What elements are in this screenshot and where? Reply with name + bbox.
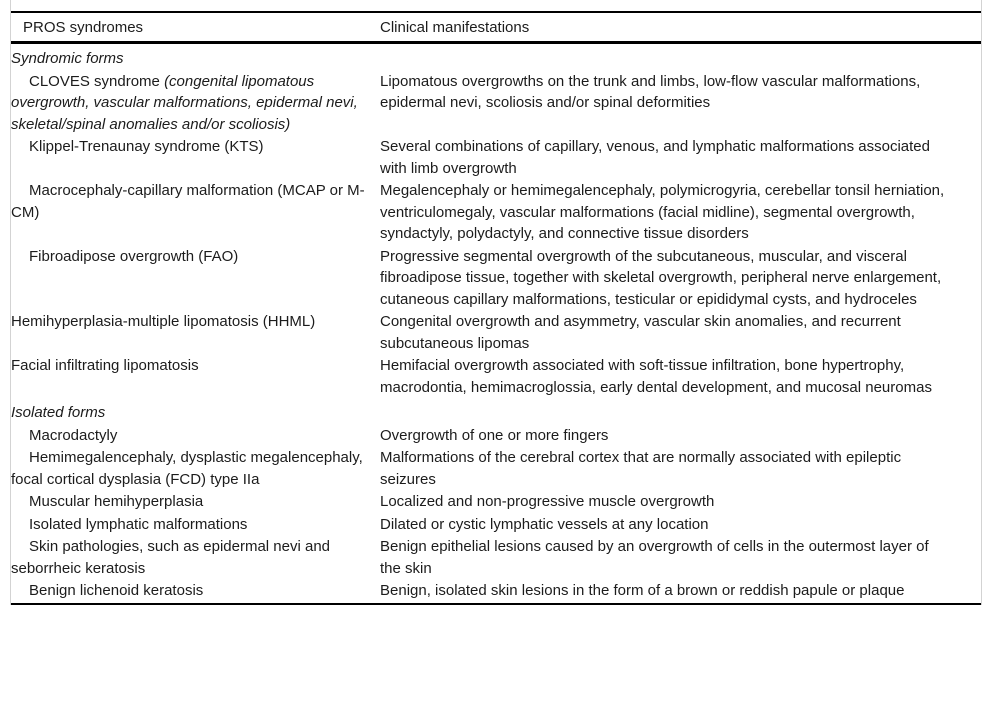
- manifestations-cell: Megalencephaly or hemimegalencephaly, polymicrogyria, cerebellar tonsil herniation, ventriculomegaly, vascular malformations (facial midline), segmental overgrowth, syndactyly, polydactyly, and connective tissue disorders: [380, 182, 945, 242]
- manifestations-cell: Benign epithelial lesions caused by an overgrowth of cells in the outermost layer of the skin: [380, 538, 929, 577]
- table-row: [11, 354, 948, 398]
- table-header-row: [11, 13, 981, 41]
- syndrome-cell: Klippel-Trenaunay syndrome (KTS): [29, 138, 264, 155]
- manifestations-cell: Benign, isolated skin lesions in the form of a brown or reddish papule or plaque: [380, 582, 905, 599]
- manifestations-cell: Localized and non-progressive muscle overgrowth: [380, 493, 715, 510]
- manifestations-cell: Congenital overgrowth and asymmetry, vascular skin anomalies, and recurrent subcutaneous lipomas: [380, 313, 901, 352]
- syndrome-cell: Isolated lymphatic malformations: [29, 515, 248, 533]
- manifestations-cell: Several combinations of capillary, venous, and lymphatic malformations associated with limb overgrowth: [380, 138, 930, 177]
- pros-syndromes-table: [11, 44, 948, 602]
- manifestations-cell: Overgrowth of one or more fingers: [380, 426, 609, 444]
- syndrome-cell: Skin pathologies, such as epidermal nevi and seborrheic keratosis: [11, 538, 331, 577]
- syndrome-cell: Macrocephaly-capillary malformation (MCAP or M-CM): [11, 182, 365, 221]
- manifestations-cell: Dilated or cystic lymphatic vessels at any location: [380, 515, 709, 533]
- syndrome-cell: Fibroadipose overgrowth (FAO): [29, 247, 239, 265]
- table-frame: [10, 0, 982, 605]
- table-row: [11, 179, 948, 245]
- syndrome-cell: Hemihyperplasia-multiple lipomatosis (HHML): [11, 313, 316, 330]
- column-header-clinical-manifestations: Clinical manifestations: [380, 18, 530, 36]
- syndrome-name: CLOVES syndrome: [29, 72, 165, 90]
- table-row: [11, 310, 948, 354]
- syndrome-cell: Facial infiltrating lipomatosis: [11, 357, 199, 374]
- column-header-pros-syndromes: PROS syndromes: [23, 18, 144, 36]
- table-row: [11, 446, 948, 490]
- table-row: [11, 245, 948, 311]
- table-row: [11, 70, 948, 136]
- syndrome-name-expansion: (congenital lipomatous overgrowth, vascular malformations, epidermal nevi, skeletal/spinal anomalies and/or scoliosis): [11, 72, 358, 133]
- section-label: Syndromic forms: [11, 50, 124, 67]
- manifestations-cell: Hemifacial overgrowth associated with soft-tissue infiltration, bone hypertrophy, macrodontia, hemimacroglossia, early dental development, and mucosal neuromas: [380, 357, 932, 396]
- table-row: [11, 424, 948, 447]
- syndrome-cell: Hemimegalencephaly, dysplastic megalencephaly, focal cortical dysplasia (FCD) type IIa: [11, 449, 363, 488]
- table-row: [11, 535, 948, 579]
- table-section-row: [11, 44, 948, 70]
- manifestations-cell: Progressive segmental overgrowth of the subcutaneous, muscular, and visceral fibroadipose tissue, together with skeletal overgrowth, peripheral nerve enlargement, cutaneous capillary malformations, testicular or epididymal cysts, and hydroceles: [380, 247, 942, 308]
- syndrome-cell: Benign lichenoid keratosis: [29, 582, 204, 599]
- bottom-rule: [11, 603, 981, 605]
- table-section-row: [11, 398, 948, 424]
- table-row: [11, 135, 948, 179]
- manifestations-cell: Malformations of the cerebral cortex that are normally associated with epileptic seizures: [380, 449, 902, 488]
- manifestations-cell: Lipomatous overgrowths on the trunk and limbs, low-flow vascular malformations, epidermal nevi, scoliosis and/or spinal deformities: [380, 72, 921, 111]
- table-row: [11, 579, 948, 602]
- syndrome-cell: Macrodactyly: [29, 426, 118, 444]
- section-label: Isolated forms: [11, 404, 106, 421]
- table-row: [11, 513, 948, 536]
- syndrome-cell: Muscular hemihyperplasia: [29, 493, 204, 510]
- syndrome-cell: [11, 70, 380, 136]
- table-row: [11, 490, 948, 513]
